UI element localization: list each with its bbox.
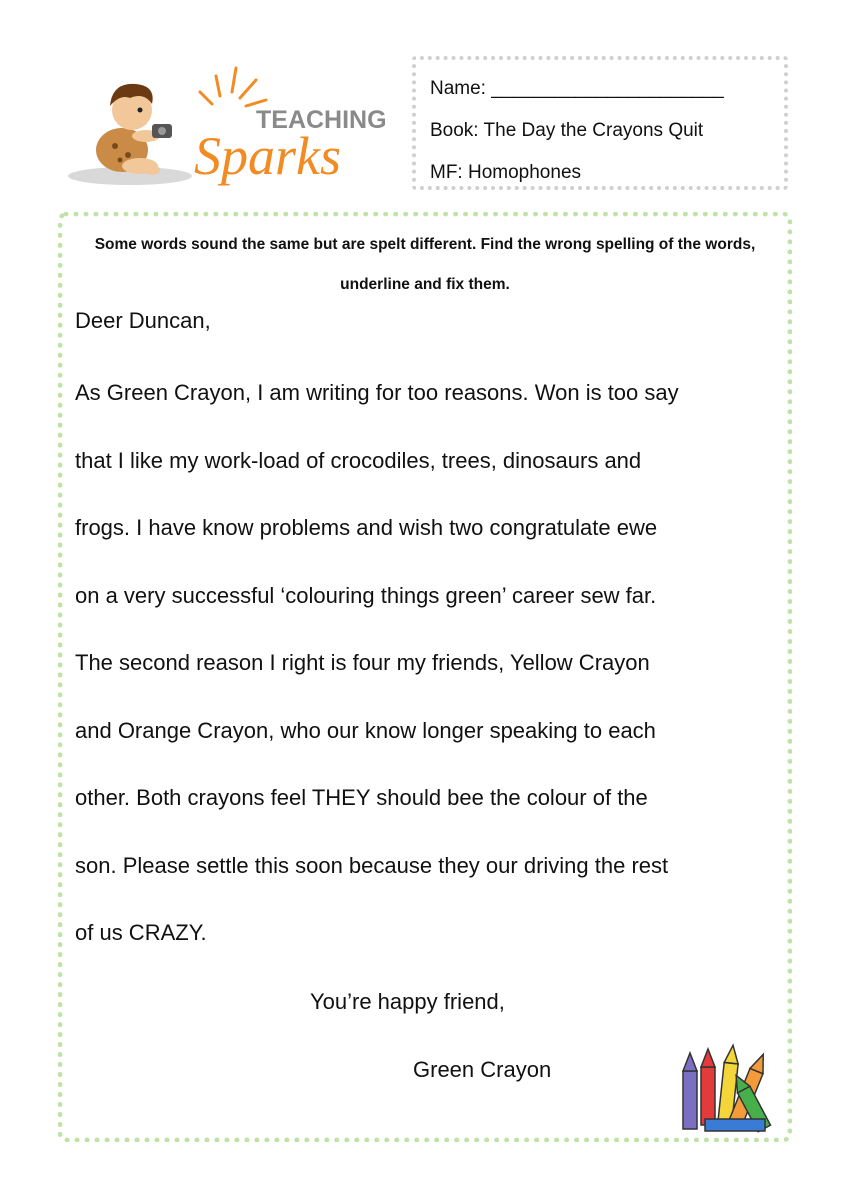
letter-line: son. Please settle this soon because they our driving the rest — [75, 852, 669, 878]
instructions-text: Some words sound the same but are spelt different. Find the wrong spelling of the words, underline and fix them. — [94, 236, 756, 293]
book-title-label: Book: The Day the Crayons Quit — [430, 120, 704, 141]
focus-label: MF: Homophones — [430, 162, 582, 183]
letter-closing: You’re happy friend, — [310, 989, 505, 1014]
letter-line: that I like my work-load of crocodiles, trees, dinosaurs and — [75, 447, 642, 473]
letter-line: As Green Crayon, I am writing for too reasons. Won is too say — [75, 380, 679, 405]
letter-line: other. Both crayons feel THEY should bee the colour of the — [75, 785, 648, 810]
student-info-box — [412, 56, 788, 190]
name-field-label[interactable]: Name: ______________________ — [430, 78, 724, 99]
letter-line: and Orange Crayon, who our know longer speaking to each — [75, 717, 656, 743]
logo-word-bottom: Sparks — [194, 126, 341, 186]
letter-line: of us CRAZY. — [75, 920, 207, 945]
worksheet-panel — [58, 212, 792, 1142]
letter-line: The second reason I right is four my friends, Yellow Crayon — [75, 650, 650, 675]
letter-body — [75, 379, 679, 987]
letter-line: on a very successful ‘colouring things green’ career sew far. — [75, 582, 657, 608]
teaching-sparks-logo — [60, 58, 400, 198]
letter-line: frogs. I have know problems and wish two congratulate ewe — [75, 515, 658, 540]
letter-signature: Green Crayon — [413, 1057, 552, 1082]
letter-salutation: Deer Duncan, — [75, 308, 211, 333]
logo-word-top: TEACHING — [256, 106, 387, 134]
caveman-mascot-icon — [60, 58, 400, 198]
crayons-icon — [677, 1043, 777, 1133]
